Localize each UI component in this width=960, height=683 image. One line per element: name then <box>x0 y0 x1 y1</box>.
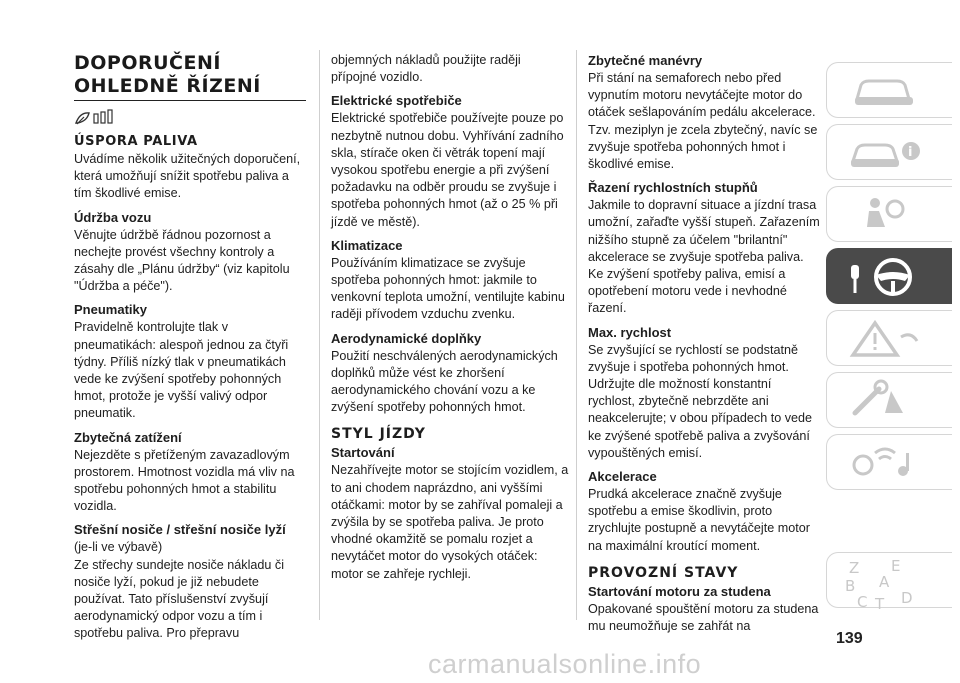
car-dashboard-icon <box>845 69 935 113</box>
column-2 <box>331 52 569 583</box>
index-letter: A <box>879 573 890 591</box>
paragraph-note: (je-li ve výbavě) <box>74 540 163 555</box>
chapter-tab-warning[interactable] <box>826 310 952 366</box>
car-info-icon <box>845 131 935 175</box>
column-divider <box>576 50 577 620</box>
paragraph: Pravidelně kontrolujte tlak v pneumatikách: alespoň jednou za čtyři týdny. Příliš nízký tlak v pneumatikách vede ke zvýšení spotřeby pohonných hmot, protože je vyšší valivý odpor pneumatik. <box>74 320 289 421</box>
chapter-tab-service[interactable] <box>826 372 952 428</box>
subheading: Zbytečné manévry <box>588 53 703 68</box>
subheading: Startování motoru za studena <box>588 583 771 599</box>
warning-triangle-icon <box>845 317 935 361</box>
subheading: Aerodynamické doplňky <box>331 330 482 346</box>
paragraph: Opakované spouštění motoru za studena mu neumožňuje se zahřát na <box>588 601 819 634</box>
subheading: Pneumatiky <box>74 302 147 318</box>
paragraph: Použití neschválených aerodynamických doplňků může vést ke zhoršení aerodynamického chování vozu a ke zvýšení spotřeby pohonných hmot. <box>331 348 558 415</box>
chapter-tab-key-steering[interactable] <box>826 248 952 304</box>
column-3 <box>588 52 820 635</box>
paragraph: objemných nákladů použijte raději přípojné vozidlo. <box>331 53 521 85</box>
subheading: Startování <box>331 445 395 461</box>
eco-icon <box>74 109 306 127</box>
subheading: Klimatizace <box>331 237 403 253</box>
key-steering-wheel-icon <box>845 255 935 299</box>
paragraph: Věnujte údržbě řádnou pozornost a nechejte provést všechny kontroly a zásahy dle „Plánu údržby“ (viz kapitolu "Údržba a péče"). <box>74 227 290 294</box>
section-title-operating-states: PROVOZNÍ STAVY <box>588 564 739 581</box>
chapter-tab-car-info[interactable] <box>826 124 952 180</box>
section-title-driving-style: STYL JÍZDY <box>331 426 426 443</box>
paragraph: Při stání na semaforech nebo před vypnutím motoru nevytáčejte motor do otáček sešlapováním pedálu akcelerace. Tzv. meziplyn je zcela zbytečný, navíc se zvyšuje spotřeba pohonných hmot i škodlivé emise. <box>588 71 818 172</box>
intro-paragraph: Uvádíme několik užitečných doporučení, která umožňují snížit spotřebu paliva a tím škodlivé emise. <box>74 152 301 201</box>
paragraph: Nejezděte s přetíženým zavazadlovým prostorem. Hmotnost vozidla má vliv na spotřebu pohonných hmot a stabilitu vozidla. <box>74 447 295 514</box>
title-rule <box>74 100 306 101</box>
paragraph: Ze střechy sundejte nosiče nákladu či nosiče lyží, pokud je již nebudete používat. Tato příslušenství zvyšují aerodynamický odpor vozu a tím i spotřebu paliva. Pro přepravu <box>74 557 285 641</box>
subheading: Střešní nosiče / střešní nosiče lyží <box>74 522 286 538</box>
subheading: Zbytečná zatížení <box>74 429 182 445</box>
index-letter: T <box>875 595 885 611</box>
chapter-tab-airbag[interactable] <box>826 186 952 242</box>
paragraph: Nezahřívejte motor se stojícím vozidlem, a to ani chodem naprázdno, ani vyššími otáčkami: motor by se zahříval pomaleji a zvýšila by se spotřeba paliva. Je proto vhodné okamžitě se pomalu rozjet a nevytáčet motor do vysokých otáček: motor se zahřeje rychleji. <box>331 463 569 581</box>
chapter-tab-multimedia[interactable] <box>826 434 952 490</box>
paragraph: Elektrické spotřebiče používejte pouze po nezbytně nutnou dobu. Vyhřívání zadního skla, stírače oken či větrák topení mají vysokou spotřebu energie a při zvýšení požadavku na odběr proudu se zvyšuje i spotřeba pohonných hmot (až o 25 % při jízdě ve městě). <box>331 111 564 229</box>
subheading: Údržba vozu <box>74 209 152 225</box>
multimedia-icon <box>845 441 935 485</box>
subheading: Elektrické spotřebiče <box>331 93 462 109</box>
subheading: Max. rychlost <box>588 324 672 340</box>
column-1 <box>74 52 306 643</box>
column-divider <box>319 50 320 620</box>
chapter-tab-car-dashboard[interactable] <box>826 62 952 118</box>
subheading: Akcelerace <box>588 469 657 485</box>
chapter-tab-index[interactable] <box>826 552 952 611</box>
page-title-line2: OHLEDNĚ ŘÍZENÍ <box>74 75 261 97</box>
service-tools-icon <box>845 379 935 423</box>
page-title-line1: DOPORUČENÍ <box>74 52 221 74</box>
section-title-fuel-saving: ÚSPORA PALIVA <box>74 134 198 149</box>
paragraph: Jakmile to dopravní situace a jízdní trasa umožní, zařaďte vyšší stupeň. Zařazením nižšího stupně za účelem "brilantní" akcelerace se zvyšuje spotřeba paliva. Ke zvýšení spotřeby paliva, emisí a opotřebení motoru vede i nevhodné řazení. <box>588 198 820 316</box>
paragraph: Se zvyšující se rychlostí se podstatně zvyšuje i spotřeba pohonných hmot. Udržujte dle možností konstantní rychlost, zbytečně nebrzděte ani neakcelerujte; v obou případech to vede ke zvýšené spotřebě paliva a zvyšování vypouštěných emisí. <box>588 342 813 460</box>
watermark: carmanualsonline.info <box>428 649 702 679</box>
index-letter: C <box>857 593 868 611</box>
index-letters-icon <box>845 559 935 611</box>
airbag-person-icon <box>845 193 935 237</box>
index-letter: Z <box>849 559 860 577</box>
page-number: 139 <box>836 630 863 647</box>
svg-text:i: i <box>908 145 913 160</box>
subheading: Řazení rychlostních stupňů <box>588 180 758 196</box>
index-letter: E <box>891 559 901 575</box>
index-letter: D <box>901 589 913 607</box>
paragraph: Používáním klimatizace se zvyšuje spotřeba pohonných hmot: jakmile to venkovní teplota umožní, ventilujte kabinu raději přívodem vzduchu zvenku. <box>331 255 565 322</box>
paragraph: Prudká akcelerace značně zvyšuje spotřebu a emise škodlivin, proto zrychlujte postupně a nevytáčejte motor na maximální kroutící moment. <box>588 487 810 553</box>
index-letter: B <box>845 577 856 595</box>
